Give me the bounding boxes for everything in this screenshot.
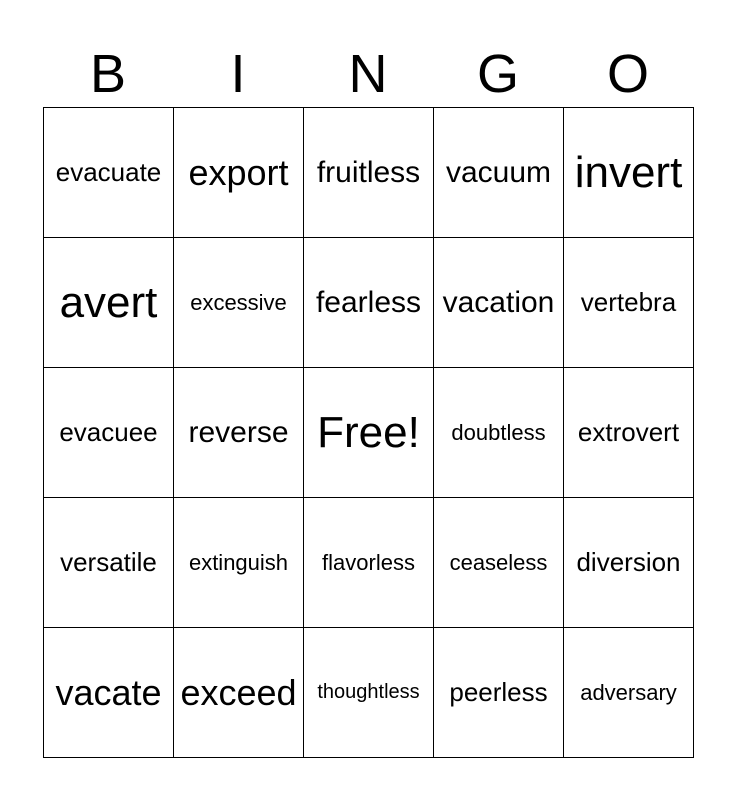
header-letter-n: N: [348, 44, 388, 104]
bingo-cell[interactable]: adversary: [564, 628, 694, 758]
bingo-cell[interactable]: versatile: [44, 498, 174, 628]
free-space-cell[interactable]: Free!: [304, 368, 434, 498]
bingo-cell[interactable]: vertebra: [564, 238, 694, 368]
bingo-cell[interactable]: export: [174, 108, 304, 238]
header-letter-o: O: [606, 44, 649, 104]
bingo-cell[interactable]: doubtless: [434, 368, 564, 498]
bingo-cell[interactable]: thoughtless: [304, 628, 434, 758]
bingo-cell[interactable]: reverse: [174, 368, 304, 498]
bingo-cell[interactable]: exceed: [174, 628, 304, 758]
bingo-cell[interactable]: vacation: [434, 238, 564, 368]
bingo-cell[interactable]: diversion: [564, 498, 694, 628]
bingo-cell[interactable]: vacuum: [434, 108, 564, 238]
bingo-cell[interactable]: fearless: [304, 238, 434, 368]
bingo-cell[interactable]: vacate: [44, 628, 174, 758]
header-letter-g: G: [476, 44, 519, 104]
bingo-cell[interactable]: evacuee: [44, 368, 174, 498]
header-letter-i: I: [230, 44, 246, 104]
bingo-cell[interactable]: ceaseless: [434, 498, 564, 628]
bingo-cell[interactable]: extrovert: [564, 368, 694, 498]
header-letter-b: B: [89, 44, 127, 104]
bingo-cell[interactable]: evacuate: [44, 108, 174, 238]
bingo-cell[interactable]: avert: [44, 238, 174, 368]
bingo-cell[interactable]: fruitless: [304, 108, 434, 238]
bingo-cell[interactable]: extinguish: [174, 498, 304, 628]
bingo-header: [43, 40, 693, 108]
bingo-cell[interactable]: flavorless: [304, 498, 434, 628]
bingo-cell[interactable]: excessive: [174, 238, 304, 368]
bingo-cell[interactable]: peerless: [434, 628, 564, 758]
bingo-cell[interactable]: invert: [564, 108, 694, 238]
bingo-board: [43, 107, 694, 758]
